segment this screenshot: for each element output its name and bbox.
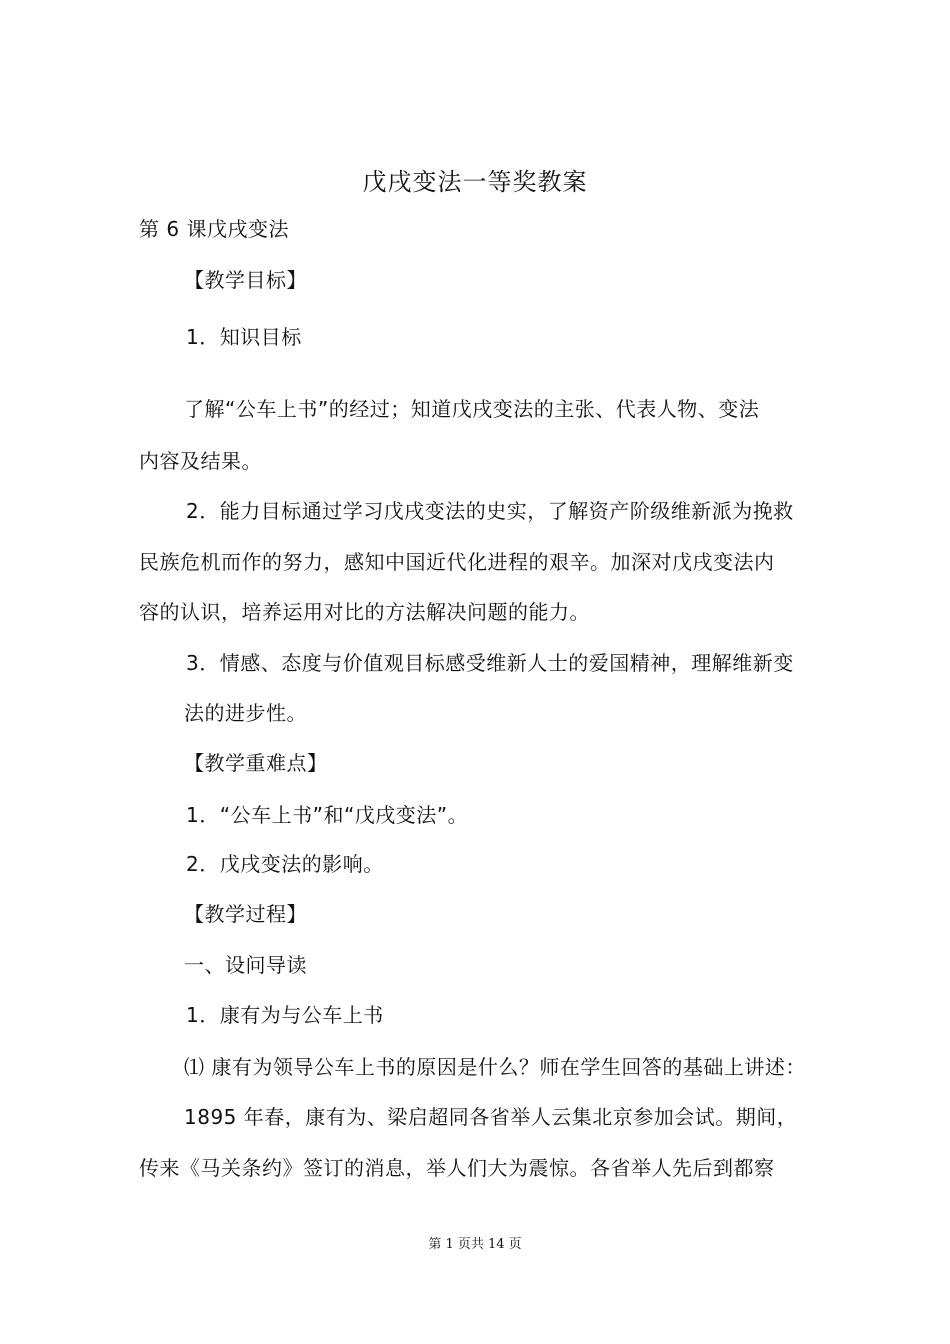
- item-1-heading: 1．康有为与公车上书: [186, 1003, 384, 1027]
- goal-2-paragraph-line-2: 民族危机而作的努力，感知中国近代化进程的艰辛。加深对戊戌变法内: [139, 550, 775, 574]
- question-1: ⑴ 康有为领导公车上书的原因是什么？师在学生回答的基础上讲述：: [184, 1055, 806, 1079]
- process-heading: 【教学过程】: [184, 902, 307, 926]
- goal-3-paragraph-line-2: 法的进步性。: [184, 701, 307, 725]
- goal-1-paragraph-line-1: 了解“公车上书”的经过；知道戊戌变法的主张、代表人物、变法: [184, 397, 760, 421]
- goal-2-paragraph-line-3: 容的认识，培养运用对比的方法解决问题的能力。: [139, 600, 590, 624]
- key-point-1: 1．“公车上书”和“戊戌变法”。: [186, 803, 469, 827]
- page-footer: 第 1 页共 14 页: [428, 1237, 522, 1252]
- goal-1-paragraph-line-2: 内容及结果。: [139, 449, 262, 473]
- goal-2-paragraph-line-1: 2．能力目标通过学习戊戌变法的史实，了解资产阶级维新派为挽救: [186, 499, 794, 523]
- section-1-heading: 一、设问导读: [184, 953, 307, 977]
- goal-3-paragraph-line-1: 3．情感、态度与价值观目标感受维新人士的爱国精神，理解维新变: [186, 651, 794, 675]
- narrative-line-2: 传来《马关条约》签订的消息，举人们大为震惊。各省举人先后到都察: [139, 1156, 775, 1180]
- document-title: 戊戌变法一等奖教案: [362, 168, 588, 196]
- narrative-line-1: 1895 年春，康有为、梁启超同各省举人云集北京参加会试。期间，: [184, 1105, 798, 1129]
- key-point-2: 2．戊戌变法的影响。: [186, 852, 384, 876]
- teaching-goals-heading: 【教学目标】: [184, 268, 307, 292]
- key-points-heading: 【教学重难点】: [184, 751, 328, 775]
- goal-1-label: 1．知识目标: [186, 325, 302, 349]
- lesson-heading: 第 6 课戊戌变法: [139, 217, 289, 241]
